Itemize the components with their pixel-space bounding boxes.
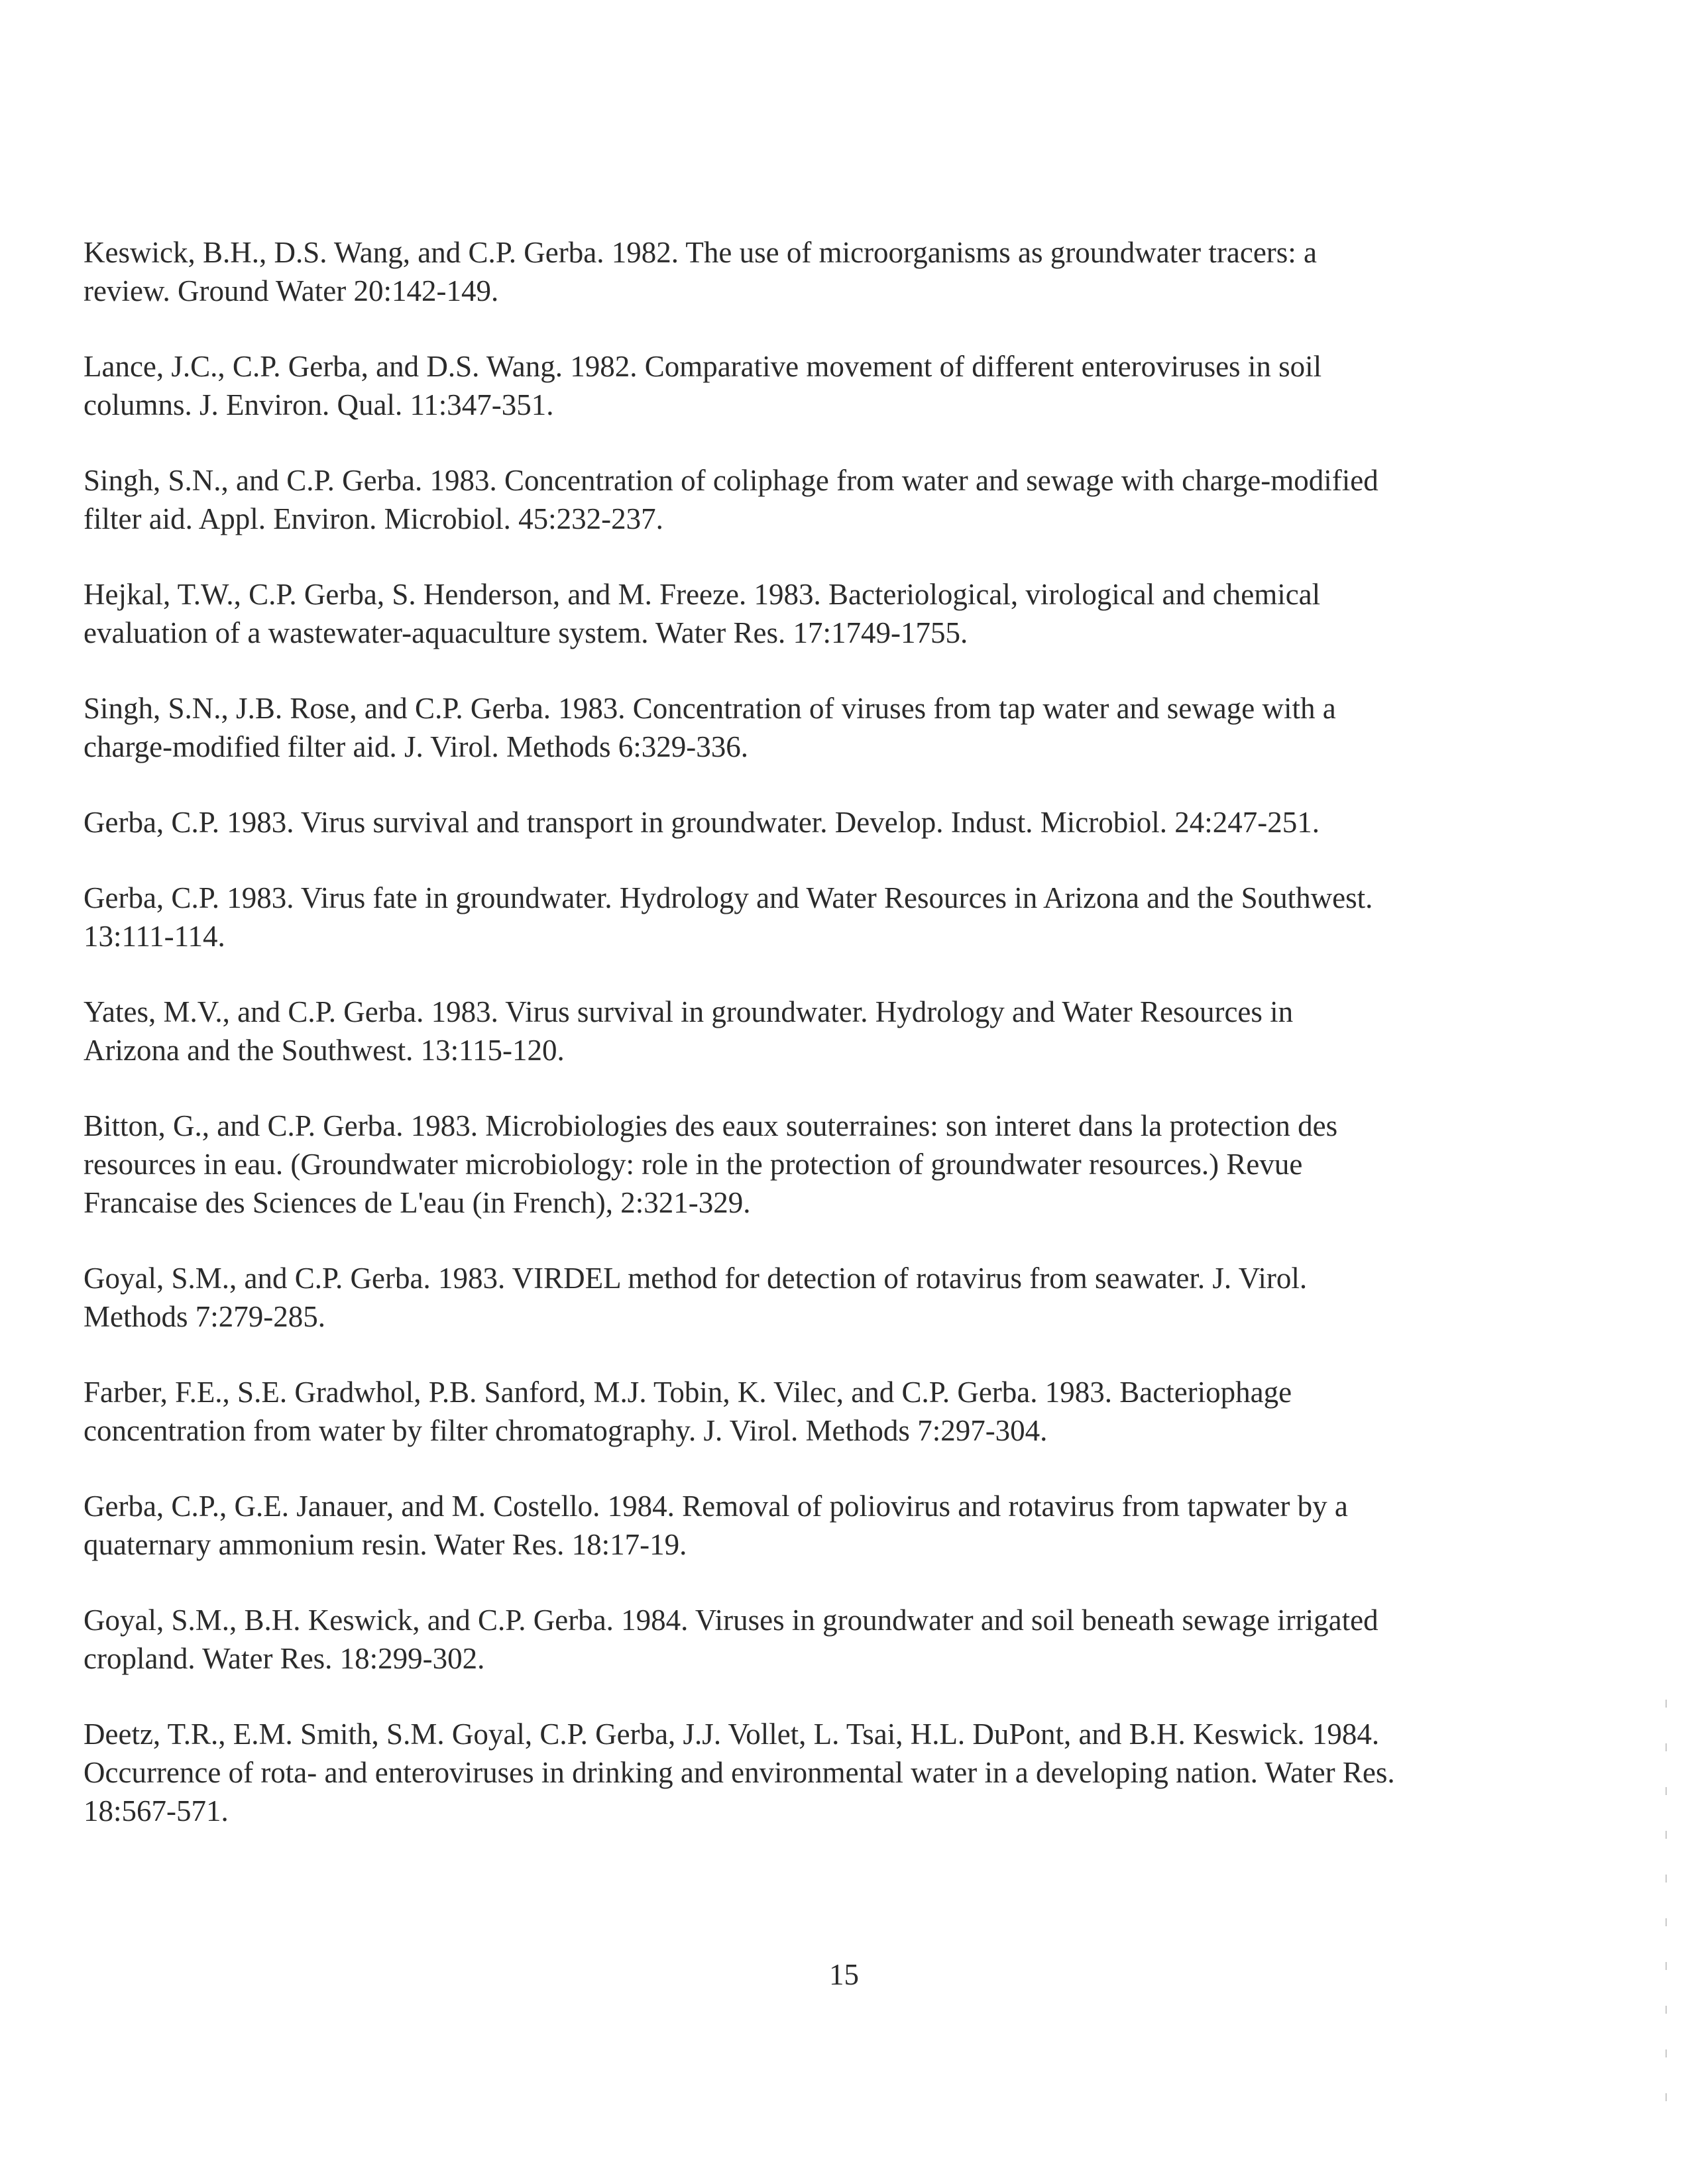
reference-line: filter aid. Appl. Environ. Microbiol. 45:232-237. [84,502,663,535]
reference-line: Deetz, T.R., E.M. Smith, S.M. Goyal, C.P. Gerba, J.J. Vollet, L. Tsai, H.L. DuPont, and B.H. Keswick. 1984. [84,1718,1380,1751]
scan-mark [1665,1787,1667,1795]
reference-line: resources in eau. (Groundwater microbiology: role in the protection of groundwater resources.) Revue [84,1148,1303,1181]
reference-entry [84,233,1555,310]
reference-entry [84,803,1555,842]
reference-entry [84,347,1555,424]
reference-line: Gerba, C.P. 1983. Virus fate in groundwater. Hydrology and Water Resources in Arizona and the Southwest. [84,881,1373,914]
reference-entry [84,461,1555,538]
reference-line: Gerba, C.P. 1983. Virus survival and transport in groundwater. Develop. Indust. Microbiol. 24:247-251. [84,806,1320,839]
scan-mark [1665,1831,1667,1839]
reference-line: concentration from water by filter chromatography. J. Virol. Methods 7:297-304. [84,1414,1048,1447]
reference-line: Francaise des Sciences de L'eau (in French), 2:321-329. [84,1186,751,1219]
reference-line: 13:111-114. [84,920,225,953]
scan-mark [1665,2006,1667,2014]
scan-mark [1665,1875,1667,1883]
reference-line: evaluation of a wastewater-aquaculture system. Water Res. 17:1749-1755. [84,616,968,649]
scan-edge-marks [1663,1700,1668,2177]
reference-entry [84,1373,1555,1450]
reference-line: columns. J. Environ. Qual. 11:347-351. [84,388,554,421]
reference-line: Arizona and the Southwest. 13:115-120. [84,1034,565,1067]
reference-line: Occurrence of rota- and enteroviruses in drinking and environmental water in a developing nation. Water Res. [84,1756,1395,1789]
reference-line: Farber, F.E., S.E. Gradwhol, P.B. Sanford, M.J. Tobin, K. Vilec, and C.P. Gerba. 1983. Bacteriophage [84,1376,1292,1409]
reference-entry [84,689,1555,766]
scan-mark [1665,1700,1667,1708]
reference-line: Lance, J.C., C.P. Gerba, and D.S. Wang. 1982. Comparative movement of different enteroviruses in soil [84,350,1322,383]
scan-mark [1665,2049,1667,2057]
reference-list [84,233,1555,1867]
reference-entry [84,879,1555,956]
reference-entry [84,1601,1555,1678]
reference-line: 18:567-571. [84,1794,229,1828]
reference-line: Gerba, C.P., G.E. Janauer, and M. Costello. 1984. Removal of poliovirus and rotavirus from tapwater by a [84,1490,1348,1523]
scan-mark [1665,1743,1667,1751]
reference-entry [84,575,1555,652]
reference-line: cropland. Water Res. 18:299-302. [84,1642,485,1675]
page-number: 15 [829,1958,859,1991]
reference-line: Bitton, G., and C.P. Gerba. 1983. Microbiologies des eaux souterraines: son interet dans la protection des [84,1109,1338,1142]
reference-entry [84,1259,1555,1336]
reference-entry [84,1487,1555,1564]
reference-line: Hejkal, T.W., C.P. Gerba, S. Henderson, and M. Freeze. 1983. Bacteriological, virological and chemical [84,578,1321,611]
reference-line: review. Ground Water 20:142-149. [84,274,499,307]
reference-line: Keswick, B.H., D.S. Wang, and C.P. Gerba. 1982. The use of microorganisms as groundwater tracers: a [84,236,1318,269]
reference-line: Singh, S.N., and C.P. Gerba. 1983. Concentration of coliphage from water and sewage with charge-modified [84,464,1379,497]
reference-line: Goyal, S.M., and C.P. Gerba. 1983. VIRDEL method for detection of rotavirus from seawater. J. Virol. [84,1262,1308,1295]
reference-line: Methods 7:279-285. [84,1300,325,1333]
scan-mark [1665,1962,1667,1970]
reference-line: Goyal, S.M., B.H. Keswick, and C.P. Gerba. 1984. Viruses in groundwater and soil beneath sewage irrigated [84,1604,1379,1637]
reference-entry [84,1715,1555,1830]
reference-entry [84,993,1555,1069]
reference-line: Singh, S.N., J.B. Rose, and C.P. Gerba. 1983. Concentration of viruses from tap water and sewage with a [84,692,1336,725]
reference-line: charge-modified filter aid. J. Virol. Methods 6:329-336. [84,730,748,763]
scan-mark [1665,1918,1667,1926]
scan-mark [1665,2093,1667,2101]
reference-line: quaternary ammonium resin. Water Res. 18:17-19. [84,1528,687,1561]
reference-entry [84,1107,1555,1222]
reference-line: Yates, M.V., and C.P. Gerba. 1983. Virus survival in groundwater. Hydrology and Water Resources in [84,995,1294,1028]
